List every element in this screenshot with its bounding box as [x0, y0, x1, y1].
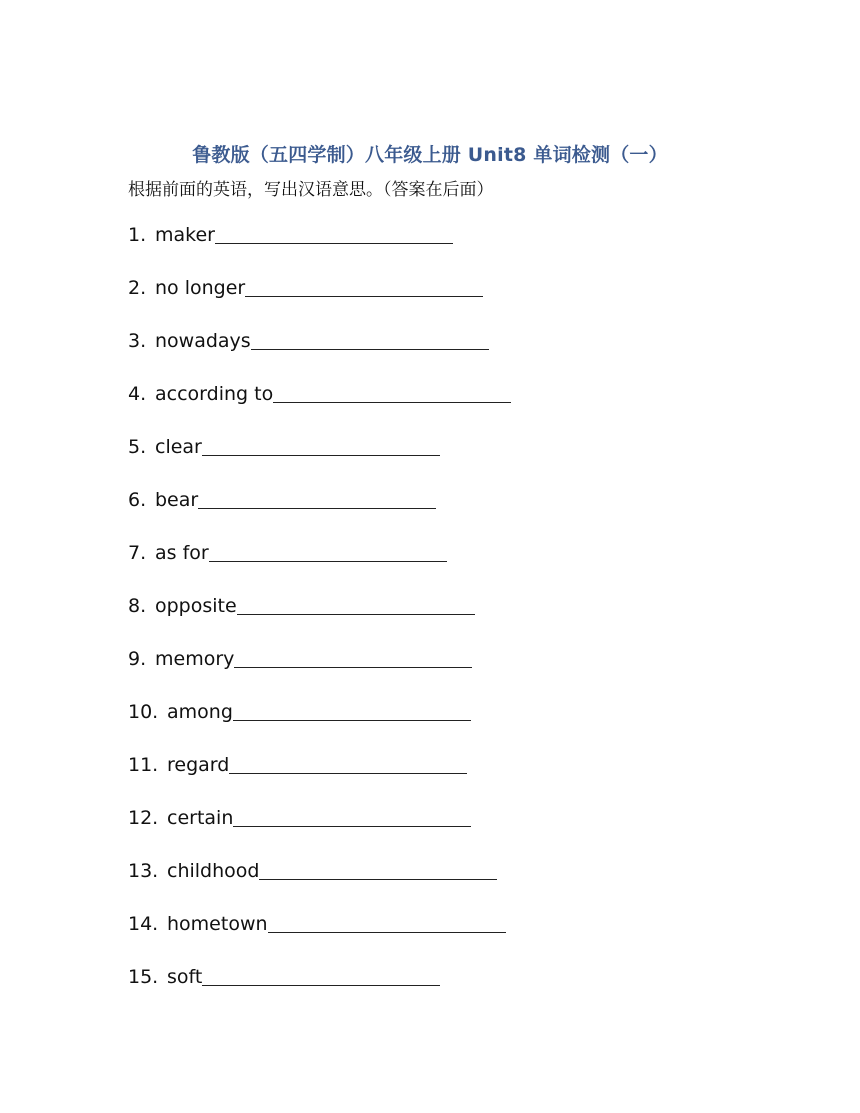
- list-item: [128, 221, 511, 274]
- item-number: 11.: [128, 754, 159, 776]
- answer-blank[interactable]: [245, 274, 483, 297]
- list-item: [128, 539, 511, 592]
- document-title: 鲁教版（五四学制）八年级上册 Unit8 单词检测（一）: [192, 144, 668, 166]
- item-number: 5.: [128, 436, 147, 458]
- item-word: hometown: [167, 913, 268, 935]
- item-word: clear: [155, 436, 202, 458]
- item-number: 9.: [128, 648, 147, 670]
- item-number: 8.: [128, 595, 147, 617]
- instruction-text: 根据前面的英语，写出汉语意思。（答案在后面）: [128, 180, 494, 200]
- item-number: 4.: [128, 383, 147, 405]
- item-word: according to: [155, 383, 274, 405]
- answer-blank[interactable]: [233, 698, 471, 721]
- answer-blank[interactable]: [202, 433, 440, 456]
- item-number: 13.: [128, 860, 159, 882]
- item-word: as for: [155, 542, 209, 564]
- item-number: 10.: [128, 701, 159, 723]
- answer-blank[interactable]: [234, 645, 472, 668]
- answer-blank[interactable]: [229, 751, 467, 774]
- answer-blank[interactable]: [233, 804, 471, 827]
- list-item: [128, 751, 511, 804]
- answer-blank[interactable]: [198, 486, 436, 509]
- item-number: 15.: [128, 966, 159, 988]
- list-item: [128, 910, 511, 963]
- item-number: 7.: [128, 542, 147, 564]
- item-word: childhood: [167, 860, 260, 882]
- list-item: [128, 327, 511, 380]
- item-word: certain: [167, 807, 234, 829]
- item-number: 12.: [128, 807, 159, 829]
- list-item: [128, 963, 511, 1016]
- list-item: [128, 857, 511, 910]
- item-word: soft: [167, 966, 203, 988]
- answer-blank[interactable]: [237, 592, 475, 615]
- list-item: [128, 592, 511, 645]
- list-item: [128, 645, 511, 698]
- item-word: maker: [155, 224, 215, 246]
- list-item: [128, 486, 511, 539]
- item-number: 1.: [128, 224, 147, 246]
- item-word: memory: [155, 648, 235, 670]
- item-word: opposite: [155, 595, 237, 617]
- item-word: among: [167, 701, 233, 723]
- item-number: 2.: [128, 277, 147, 299]
- item-word: no longer: [155, 277, 246, 299]
- list-item: [128, 698, 511, 751]
- answer-blank[interactable]: [259, 857, 497, 880]
- item-word: bear: [155, 489, 199, 511]
- list-item: [128, 804, 511, 857]
- answer-blank[interactable]: [209, 539, 447, 562]
- list-item: [128, 380, 511, 433]
- answer-blank[interactable]: [202, 963, 440, 986]
- list-item: [128, 433, 511, 486]
- item-number: 14.: [128, 913, 159, 935]
- item-word: regard: [167, 754, 230, 776]
- item-word: nowadays: [155, 330, 251, 352]
- item-number: 6.: [128, 489, 147, 511]
- answer-blank[interactable]: [273, 380, 511, 403]
- list-item: [128, 274, 511, 327]
- answer-blank[interactable]: [251, 327, 489, 350]
- answer-blank[interactable]: [215, 221, 453, 244]
- vocabulary-list: [128, 221, 511, 1016]
- answer-blank[interactable]: [268, 910, 506, 933]
- item-number: 3.: [128, 330, 147, 352]
